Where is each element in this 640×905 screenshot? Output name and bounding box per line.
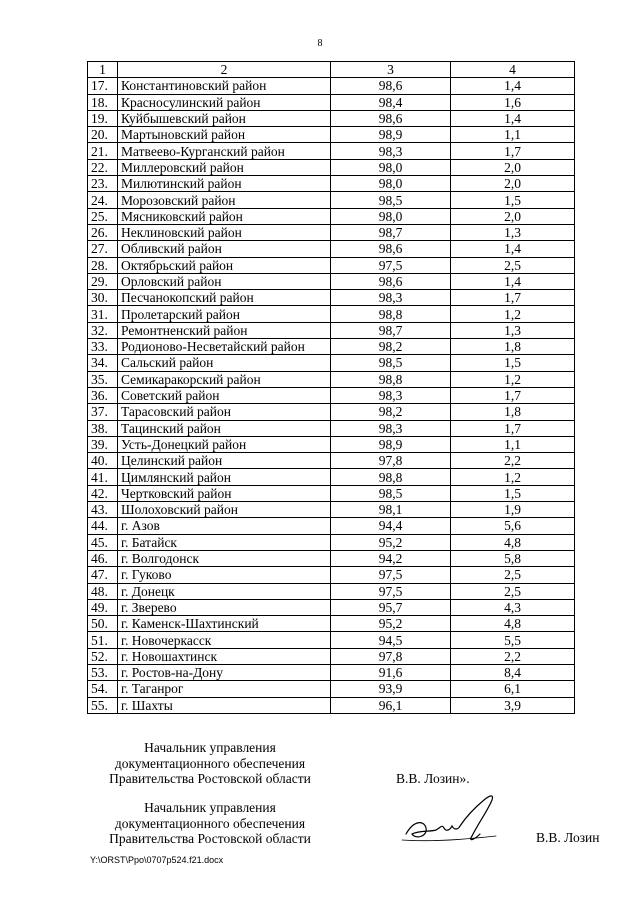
table-row: [88, 306, 575, 322]
value-col4-cell: 1,9: [451, 502, 575, 518]
district-name-cell: г. Батайск: [118, 534, 331, 550]
value-col4-cell: 1,4: [451, 241, 575, 257]
table-row: [88, 485, 575, 501]
row-number-cell: 33.: [88, 339, 118, 355]
district-name-cell: Чертковский район: [118, 485, 331, 501]
row-number-cell: 18.: [88, 94, 118, 110]
value-col3-cell: 98,6: [331, 110, 451, 126]
value-col3-cell: 94,5: [331, 632, 451, 648]
row-number-cell: 54.: [88, 681, 118, 697]
value-col4-cell: 2,0: [451, 159, 575, 175]
value-col4-cell: 1,5: [451, 192, 575, 208]
district-name-cell: Мартыновский район: [118, 127, 331, 143]
signature-title-line: Начальник управления: [144, 800, 276, 815]
value-col3-cell: 97,5: [331, 567, 451, 583]
value-col4-cell: 2,2: [451, 648, 575, 664]
signature-title-line: документационного обеспечения: [114, 755, 306, 771]
value-col3-cell: 98,0: [331, 159, 451, 175]
value-col4-cell: 1,4: [451, 110, 575, 126]
row-number-cell: 53.: [88, 664, 118, 680]
table-row: [88, 583, 575, 599]
table-row: [88, 420, 575, 436]
table-row: [88, 387, 575, 403]
table-row: [88, 241, 575, 257]
district-name-cell: Константиновский район: [118, 78, 331, 94]
table-row: [88, 371, 575, 387]
value-col4-cell: 8,4: [451, 664, 575, 680]
district-name-cell: г. Гуково: [118, 567, 331, 583]
district-name-cell: г. Ростов-на-Дону: [118, 664, 331, 680]
value-col4-cell: 2,0: [451, 176, 575, 192]
row-number-cell: 30.: [88, 290, 118, 306]
row-number-cell: 28.: [88, 257, 118, 273]
row-number-cell: 29.: [88, 273, 118, 289]
table-row: [88, 322, 575, 338]
value-col4-cell: 1,5: [451, 355, 575, 371]
value-col3-cell: 98,8: [331, 371, 451, 387]
data-table: [87, 61, 575, 714]
district-name-cell: г. Азов: [118, 518, 331, 534]
table-row: [88, 502, 575, 518]
value-col3-cell: 97,8: [331, 453, 451, 469]
row-number-cell: 50.: [88, 616, 118, 632]
district-name-cell: Семикаракорский район: [118, 371, 331, 387]
district-name-cell: Миллеровский район: [118, 159, 331, 175]
value-col4-cell: 2,0: [451, 208, 575, 224]
value-col3-cell: 98,6: [331, 273, 451, 289]
table-row: [88, 518, 575, 534]
district-name-cell: Мясниковский район: [118, 208, 331, 224]
signer-name-1: В.В. Лозин».: [396, 771, 470, 786]
district-name-cell: Орловский район: [118, 273, 331, 289]
file-path: Y:\ORST\Ppo\0707p524.f21.docx: [90, 855, 224, 865]
district-name-cell: Целинский район: [118, 453, 331, 469]
signature-title-line: Правительства Ростовской области: [109, 831, 311, 846]
table-row: [88, 648, 575, 664]
value-col4-cell: 1,6: [451, 94, 575, 110]
value-col4-cell: 2,5: [451, 257, 575, 273]
table-row: [88, 339, 575, 355]
value-col3-cell: 98,2: [331, 404, 451, 420]
value-col4-cell: 1,3: [451, 322, 575, 338]
row-number-cell: 36.: [88, 387, 118, 403]
district-name-cell: Шолоховский район: [118, 502, 331, 518]
table-row: [88, 78, 575, 94]
value-col4-cell: 1,2: [451, 371, 575, 387]
value-col4-cell: 1,7: [451, 387, 575, 403]
value-col4-cell: 1,4: [451, 78, 575, 94]
row-number-cell: 43.: [88, 502, 118, 518]
value-col3-cell: 95,2: [331, 534, 451, 550]
row-number-cell: 23.: [88, 176, 118, 192]
row-number-cell: 19.: [88, 110, 118, 126]
value-col4-cell: 1,1: [451, 127, 575, 143]
row-number-cell: 51.: [88, 632, 118, 648]
value-col4-cell: 6,1: [451, 681, 575, 697]
value-col3-cell: 98,5: [331, 485, 451, 501]
page-number: 8: [317, 38, 323, 49]
value-col3-cell: 98,3: [331, 420, 451, 436]
row-number-cell: 21.: [88, 143, 118, 159]
table-row: [88, 567, 575, 583]
signer-name-2: В.В. Лозин: [536, 830, 600, 845]
district-name-cell: Октябрьский район: [118, 257, 331, 273]
district-name-cell: Усть-Донецкий район: [118, 436, 331, 452]
value-col4-cell: 1,1: [451, 436, 575, 452]
value-col4-cell: 1,2: [451, 306, 575, 322]
district-name-cell: Родионово-Несветайский район: [118, 339, 331, 355]
value-col4-cell: 1,2: [451, 469, 575, 485]
table-header-row: [88, 62, 575, 78]
row-number-cell: 42.: [88, 485, 118, 501]
table-row: [88, 110, 575, 126]
value-col3-cell: 97,5: [331, 583, 451, 599]
value-col3-cell: 98,3: [331, 290, 451, 306]
handwritten-signature-icon: [400, 790, 510, 850]
table-row: [88, 208, 575, 224]
value-col3-cell: 96,1: [331, 697, 451, 713]
row-number-cell: 37.: [88, 404, 118, 420]
value-col4-cell: 1,7: [451, 420, 575, 436]
value-col3-cell: 94,2: [331, 550, 451, 566]
row-number-cell: 44.: [88, 518, 118, 534]
district-name-cell: Неклиновский район: [118, 224, 331, 240]
header-cell: 2: [118, 62, 331, 78]
row-number-cell: 47.: [88, 567, 118, 583]
value-col4-cell: 1,8: [451, 404, 575, 420]
value-col4-cell: 1,4: [451, 273, 575, 289]
value-col4-cell: 4,8: [451, 616, 575, 632]
district-name-cell: г. Донецк: [118, 583, 331, 599]
value-col3-cell: 98,4: [331, 94, 451, 110]
row-number-cell: 31.: [88, 306, 118, 322]
signature-block-title-1: [90, 740, 330, 787]
table-row: [88, 469, 575, 485]
value-col4-cell: 2,5: [451, 583, 575, 599]
table-row: [88, 94, 575, 110]
district-name-cell: Тарасовский район: [118, 404, 331, 420]
row-number-cell: 32.: [88, 322, 118, 338]
value-col4-cell: 1,7: [451, 143, 575, 159]
value-col4-cell: 1,7: [451, 290, 575, 306]
row-number-cell: 26.: [88, 224, 118, 240]
table-row: [88, 599, 575, 615]
district-name-cell: Обливский район: [118, 241, 331, 257]
value-col3-cell: 94,4: [331, 518, 451, 534]
table-row: [88, 632, 575, 648]
district-name-cell: г. Шахты: [118, 697, 331, 713]
row-number-cell: 22.: [88, 159, 118, 175]
table-row: [88, 616, 575, 632]
value-col3-cell: 98,0: [331, 176, 451, 192]
value-col4-cell: 2,2: [451, 453, 575, 469]
signature-title-line: документационного обеспечения: [114, 815, 306, 831]
value-col3-cell: 98,7: [331, 322, 451, 338]
header-cell: 3: [331, 62, 451, 78]
signature-title-line: Начальник управления: [144, 740, 276, 755]
value-col3-cell: 98,6: [331, 241, 451, 257]
row-number-cell: 17.: [88, 78, 118, 94]
value-col3-cell: 97,5: [331, 257, 451, 273]
value-col3-cell: 98,0: [331, 208, 451, 224]
value-col4-cell: 5,8: [451, 550, 575, 566]
value-col3-cell: 98,3: [331, 143, 451, 159]
district-name-cell: Милютинский район: [118, 176, 331, 192]
row-number-cell: 52.: [88, 648, 118, 664]
table-row: [88, 127, 575, 143]
district-name-cell: Красносулинский район: [118, 94, 331, 110]
district-name-cell: Пролетарский район: [118, 306, 331, 322]
district-name-cell: г. Волгодонск: [118, 550, 331, 566]
value-col4-cell: 1,5: [451, 485, 575, 501]
table-row: [88, 355, 575, 371]
value-col3-cell: 98,3: [331, 387, 451, 403]
district-name-cell: Песчанокопский район: [118, 290, 331, 306]
table-row: [88, 192, 575, 208]
row-number-cell: 34.: [88, 355, 118, 371]
table-row: [88, 697, 575, 713]
value-col4-cell: 4,3: [451, 599, 575, 615]
district-name-cell: г. Каменск-Шахтинский: [118, 616, 331, 632]
table-row: [88, 534, 575, 550]
district-name-cell: Матвеево-Курганский район: [118, 143, 331, 159]
row-number-cell: 27.: [88, 241, 118, 257]
row-number-cell: 20.: [88, 127, 118, 143]
row-number-cell: 25.: [88, 208, 118, 224]
header-cell: 1: [88, 62, 118, 78]
table-row: [88, 404, 575, 420]
row-number-cell: 55.: [88, 697, 118, 713]
value-col4-cell: 2,5: [451, 567, 575, 583]
table-row: [88, 681, 575, 697]
value-col4-cell: 1,3: [451, 224, 575, 240]
table-row: [88, 273, 575, 289]
table-row: [88, 224, 575, 240]
value-col3-cell: 98,7: [331, 224, 451, 240]
value-col3-cell: 95,7: [331, 599, 451, 615]
row-number-cell: 24.: [88, 192, 118, 208]
district-name-cell: Ремонтненский район: [118, 322, 331, 338]
table-row: [88, 176, 575, 192]
table-row: [88, 453, 575, 469]
signature-block-title-2: [90, 800, 330, 847]
district-name-cell: г. Таганрог: [118, 681, 331, 697]
value-col3-cell: 98,9: [331, 127, 451, 143]
row-number-cell: 40.: [88, 453, 118, 469]
table-row: [88, 550, 575, 566]
value-col3-cell: 97,8: [331, 648, 451, 664]
value-col4-cell: 5,5: [451, 632, 575, 648]
value-col3-cell: 98,1: [331, 502, 451, 518]
district-name-cell: Морозовский район: [118, 192, 331, 208]
district-name-cell: Советский район: [118, 387, 331, 403]
table-row: [88, 436, 575, 452]
table-row: [88, 257, 575, 273]
value-col4-cell: 4,8: [451, 534, 575, 550]
district-name-cell: Тацинский район: [118, 420, 331, 436]
value-col3-cell: 95,2: [331, 616, 451, 632]
row-number-cell: 48.: [88, 583, 118, 599]
row-number-cell: 39.: [88, 436, 118, 452]
table-row: [88, 664, 575, 680]
district-name-cell: Куйбышевский район: [118, 110, 331, 126]
value-col4-cell: 3,9: [451, 697, 575, 713]
value-col4-cell: 1,8: [451, 339, 575, 355]
district-name-cell: г. Новошахтинск: [118, 648, 331, 664]
district-name-cell: Сальский район: [118, 355, 331, 371]
header-cell: 4: [451, 62, 575, 78]
row-number-cell: 41.: [88, 469, 118, 485]
row-number-cell: 38.: [88, 420, 118, 436]
value-col4-cell: 5,6: [451, 518, 575, 534]
value-col3-cell: 91,6: [331, 664, 451, 680]
table-body: [88, 62, 575, 714]
value-col3-cell: 98,5: [331, 192, 451, 208]
value-col3-cell: 93,9: [331, 681, 451, 697]
value-col3-cell: 98,8: [331, 469, 451, 485]
signature-title-line: Правительства Ростовской области: [109, 771, 311, 786]
table-row: [88, 159, 575, 175]
table-row: [88, 290, 575, 306]
value-col3-cell: 98,9: [331, 436, 451, 452]
value-col3-cell: 98,8: [331, 306, 451, 322]
row-number-cell: 46.: [88, 550, 118, 566]
row-number-cell: 49.: [88, 599, 118, 615]
table-row: [88, 143, 575, 159]
value-col3-cell: 98,6: [331, 78, 451, 94]
value-col3-cell: 98,2: [331, 339, 451, 355]
district-name-cell: Цимлянский район: [118, 469, 331, 485]
district-name-cell: г. Новочеркасск: [118, 632, 331, 648]
district-name-cell: г. Зверево: [118, 599, 331, 615]
value-col3-cell: 98,5: [331, 355, 451, 371]
row-number-cell: 45.: [88, 534, 118, 550]
row-number-cell: 35.: [88, 371, 118, 387]
